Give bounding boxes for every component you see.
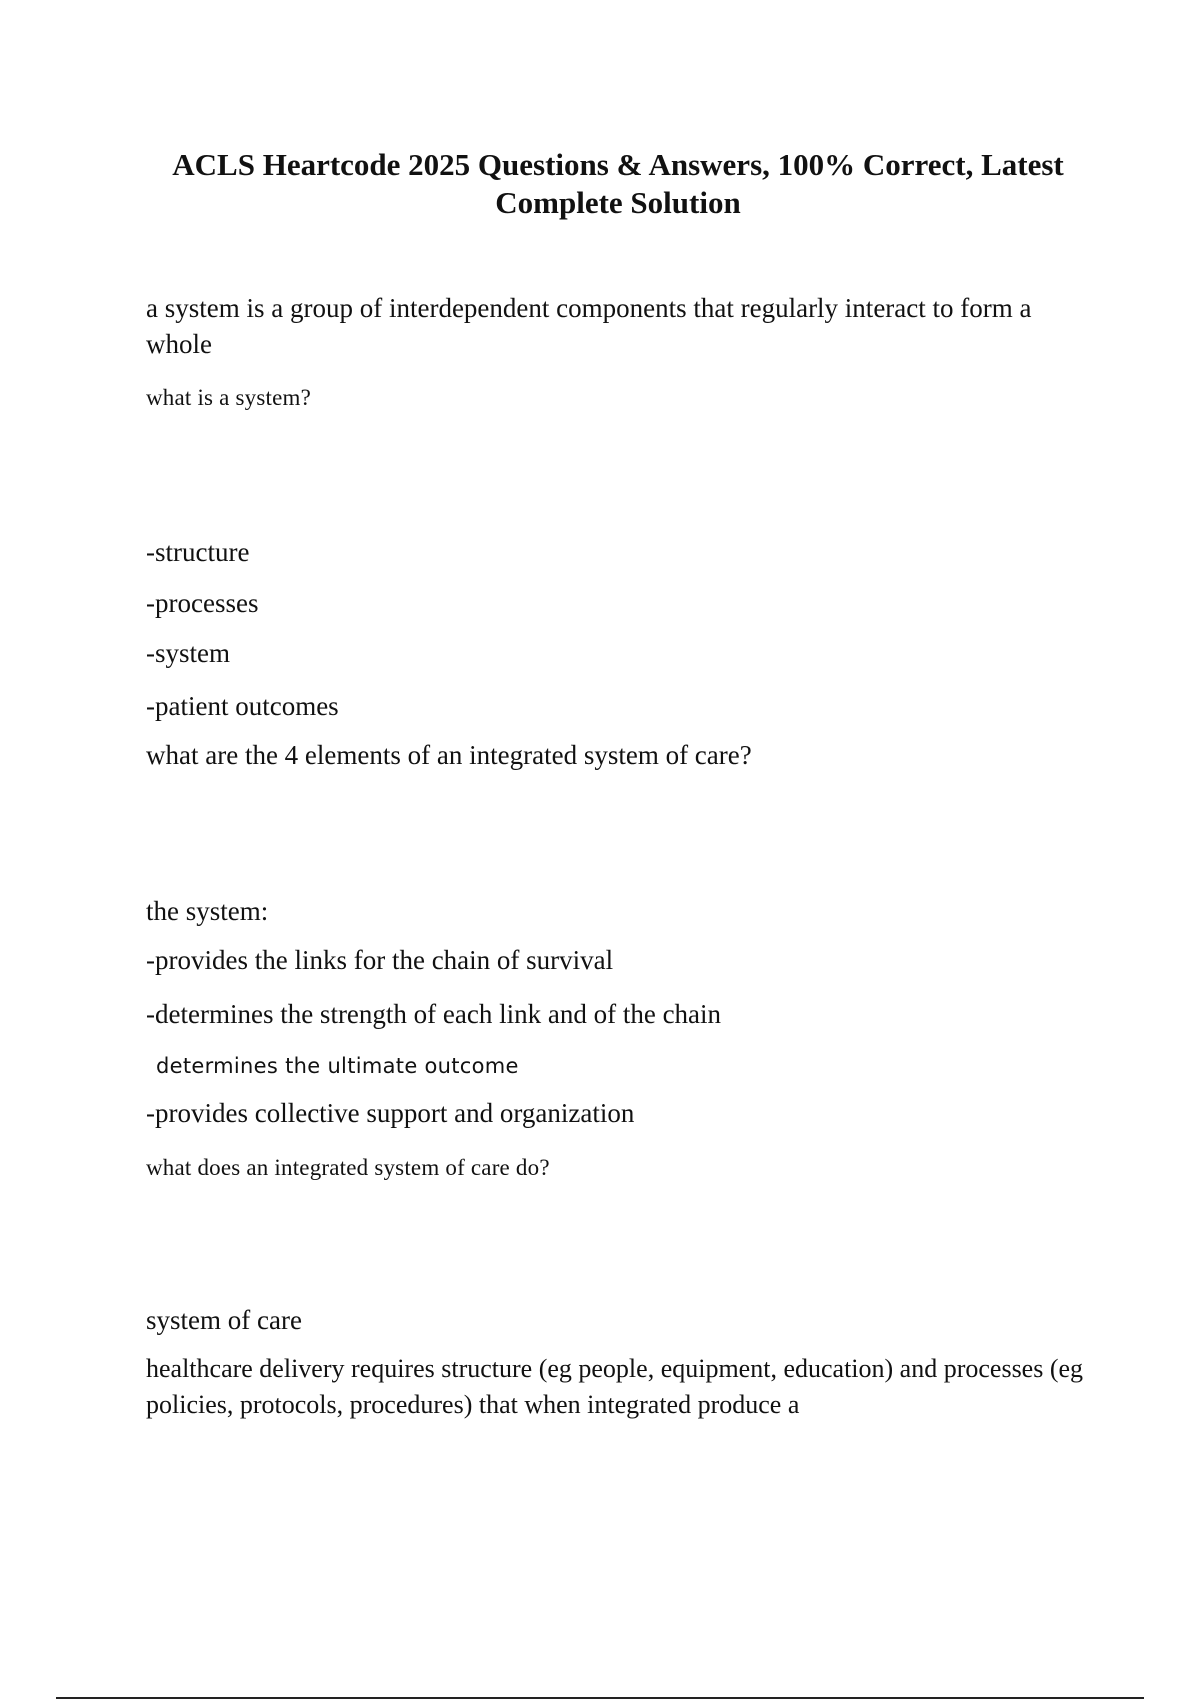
card-1-answer: a system is a group of interdependent components that regularly interact to form a whole <box>146 293 1032 359</box>
card-3-answer-line-4: determines the ultimate outcome <box>156 1054 519 1078</box>
document-title: ACLS Heartcode 2025 Questions & Answers, 100% Correct, Latest Complete Solution <box>172 147 1064 220</box>
card-4-text: healthcare delivery requires structure (eg people, equipment, education) and processes (eg policies, protocols, procedures) that when integrated produce a <box>146 1354 1084 1419</box>
card-3-answer-line-1: the system: <box>146 896 269 926</box>
bottom-divider <box>56 1697 1144 1699</box>
card-2-answer-line-2: -processes <box>146 588 259 618</box>
card-4-heading: system of care <box>146 1305 302 1335</box>
card-1-question: what is a system? <box>146 385 312 410</box>
card-3-answer-line-3: -determines the strength of each link and of the chain <box>146 999 722 1029</box>
card-3-answer-line-2: -provides the links for the chain of survival <box>146 945 614 975</box>
card-3-question: what does an integrated system of care do? <box>146 1155 550 1180</box>
card-2-answer-line-1: -structure <box>146 537 250 567</box>
card-3-answer-line-5: -provides collective support and organization <box>146 1098 635 1128</box>
card-2-answer-line-3: -system <box>146 638 230 668</box>
card-2-answer-line-4: -patient outcomes <box>146 691 339 721</box>
card-2-question: what are the 4 elements of an integrated system of care? <box>146 740 752 770</box>
